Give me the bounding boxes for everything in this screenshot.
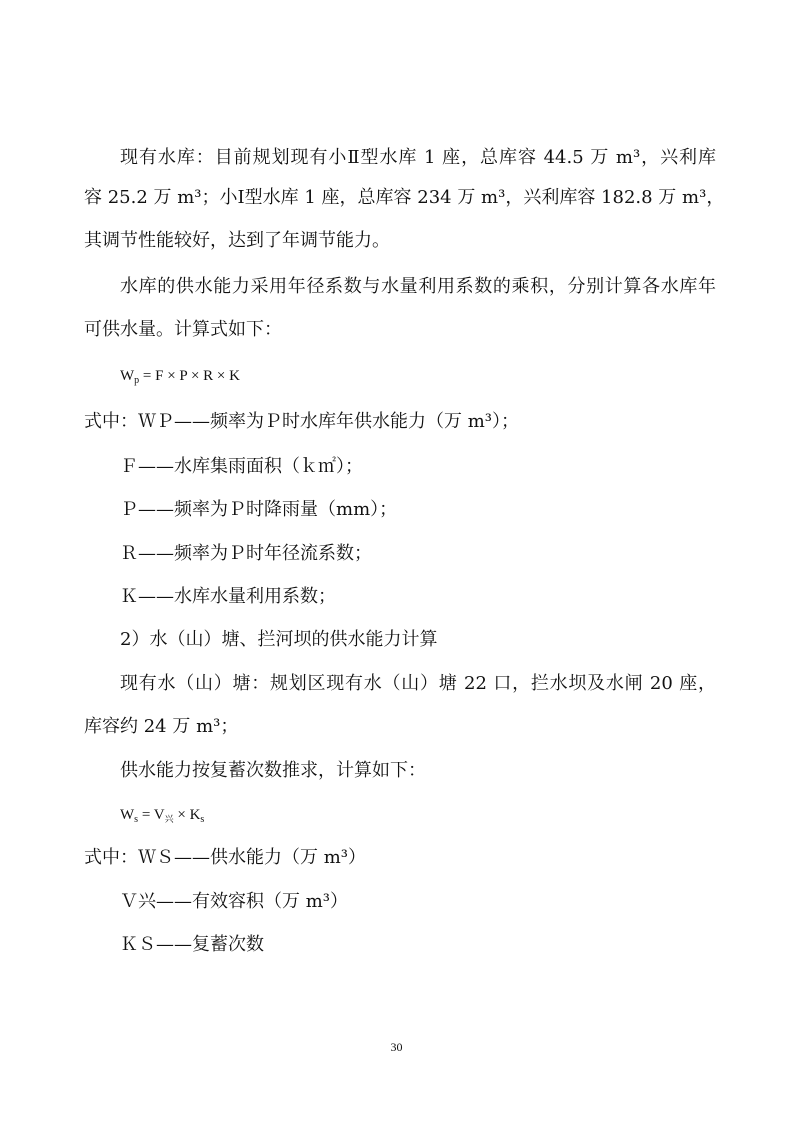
paragraph-existing-reservoirs-line-3: 其调节性能较好，达到了年调节能力。: [84, 230, 390, 251]
definition-f: Ｆ——水库集雨面积（ｋ㎡）；: [120, 456, 363, 477]
definition-k: Ｋ——水库水量利用系数；: [120, 586, 336, 607]
paragraph-method-line-1: 水库的供水能力采用年径系数与水量利用系数的乘积，分别计算各水库年: [120, 276, 716, 297]
formula-wp-subscript: p: [134, 375, 140, 386]
formula-ws-subscript: s: [134, 814, 139, 825]
formula-wp-expression: = F × P × R × K: [139, 368, 240, 384]
paragraph-supply-method: 供水能力按复蓄次数推求，计算如下：: [120, 760, 426, 781]
section-heading-ponds: 2）水（山）塘、拦河坝的供水能力计算: [120, 629, 438, 650]
paragraph-existing-reservoirs-line-2: 容 25.2 万 m³；小Ⅰ型水库 1 座，总库容 234 万 m³，兴利库容 182.8 万 m³，: [84, 187, 725, 208]
definition-ks: ＫＳ——复蓄次数: [120, 934, 264, 955]
formula-wp-symbol: W: [120, 368, 135, 384]
formula-ws-symbol: W: [120, 807, 135, 823]
paragraph-ponds-line-2: 库容约 24 万 m³；: [84, 716, 239, 737]
definition-r: Ｒ——频率为Ｐ时年径流系数；: [120, 543, 372, 564]
definition-ws: 式中：ＷＳ——供水能力（万 m³）: [84, 847, 367, 868]
formula-ws-equals-v: = V: [138, 807, 165, 823]
formula-v-subscript: 兴: [164, 814, 174, 824]
formula-wp: [120, 364, 716, 393]
paragraph-method-line-2: 可供水量。计算式如下：: [84, 319, 282, 340]
definition-v: Ｖ兴——有效容积（万 m³）: [120, 891, 349, 912]
definition-wp: 式中：ＷＰ——频率为Ｐ时水库年供水能力（万 m³）；: [84, 411, 520, 432]
formula-ws-times-k: × K: [173, 807, 201, 823]
formula-ws: [120, 803, 716, 832]
page-number: 30: [390, 1040, 403, 1054]
definition-p: Ｐ——频率为Ｐ时降雨量（mm）；: [120, 499, 398, 520]
formula-ks-subscript: s: [200, 814, 205, 825]
paragraph-ponds-line-1: 现有水（山）塘：规划区现有水（山）塘 22 口，拦水坝及水闸 20 座，: [120, 673, 716, 694]
paragraph-existing-reservoirs-line-1: 现有水库：目前规划现有小Ⅱ型水库 1 座，总库容 44.5 万 m³，兴利库: [120, 147, 716, 168]
